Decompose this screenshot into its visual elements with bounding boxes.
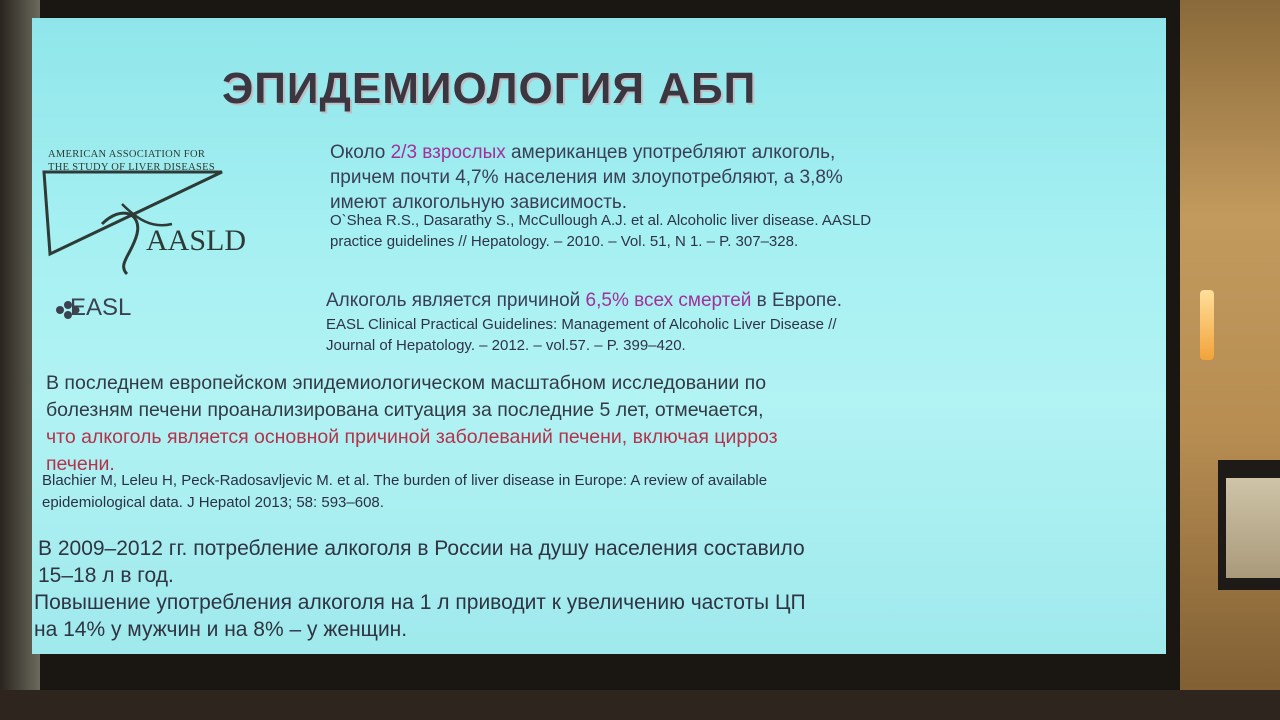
aasld-org-line-2: THE STUDY OF LIVER DISEASES <box>48 162 215 173</box>
aasld-logo-text: AASLD <box>146 224 247 257</box>
aasld-statement <box>330 140 1150 215</box>
easl-highlight: 6,5% всех смертей <box>585 290 752 311</box>
aasld-text-after: американцев употребляют алкоголь, <box>505 142 836 163</box>
easl-ref-line-2: Journal of Hepatology. – 2012. – vol.57. – P. 399–420. <box>326 337 686 354</box>
slide-title: ЭПИДЕМИОЛОГИЯ АБП <box>222 64 757 113</box>
aasld-org-line-1: AMERICAN ASSOCIATION FOR <box>48 149 206 160</box>
wall-lamp <box>1200 290 1214 360</box>
wall-picture <box>1226 478 1280 578</box>
easl-text-before: Алкоголь является причиной <box>326 290 586 311</box>
aasld-logo <box>42 144 302 280</box>
russia-line-3: Повышение употребления алкоголя на 1 л приводит к увеличению частоты ЦП <box>34 591 806 614</box>
easl-statement <box>326 288 1146 313</box>
study-line-3: что алкоголь является основной причиной заболеваний печени, включая цирроз <box>46 426 778 448</box>
study-ref-line-1: Blachier M, Leleu H, Peck-Radosavljevic M. et al. The burden of liver disease in Europe: A review of available <box>42 472 768 489</box>
aasld-line-3: имеют алкогольную зависимость. <box>330 192 628 213</box>
aasld-ref-line-1: O`Shea R.S., Dasarathy S., McCullough A.J. et al. Alcoholic liver disease. AASLD <box>330 212 872 229</box>
aasld-line-2: причем почти 4,7% населения им злоупотребляют, а 3,8% <box>330 167 843 188</box>
study-statement <box>46 370 1156 478</box>
easl-logo-text: EASL <box>70 294 132 321</box>
russia-line-1: В 2009–2012 гг. потребление алкоголя в России на душу населения составило <box>38 537 805 560</box>
study-ref-line-2: epidemiological data. J Hepatol 2013; 58: 593–608. <box>42 494 384 511</box>
study-reference <box>42 470 1162 514</box>
easl-reference <box>326 314 1146 356</box>
easl-ref-line-1: EASL Clinical Practical Guidelines: Management of Alcoholic Liver Disease // <box>326 316 837 333</box>
room-wall-right <box>1180 0 1280 720</box>
aasld-highlight: 2/3 взрослых <box>390 142 506 163</box>
aasld-text-before: Около <box>330 142 391 163</box>
aasld-reference <box>330 210 1150 252</box>
study-line-4: печени. <box>46 453 115 475</box>
study-line-2: болезням печени проанализирована ситуация за последние 5 лет, отмечается, <box>46 399 764 421</box>
study-line-1: В последнем европейском эпидемиологическом масштабном исследовании по <box>46 372 767 394</box>
russia-consumption-statement <box>38 535 1158 589</box>
aasld-ref-line-2: practice guidelines // Hepatology. – 2010. – Vol. 51, N 1. – P. 307–328. <box>330 233 799 250</box>
presentation-slide <box>32 18 1166 654</box>
floor <box>0 690 1280 720</box>
easl-text-after: в Европе. <box>751 290 843 311</box>
russia-cirrhosis-statement <box>34 589 1154 643</box>
russia-line-4: на 14% у мужчин и на 8% – у женщин. <box>34 618 408 641</box>
russia-line-2: 15–18 л в год. <box>38 564 174 587</box>
